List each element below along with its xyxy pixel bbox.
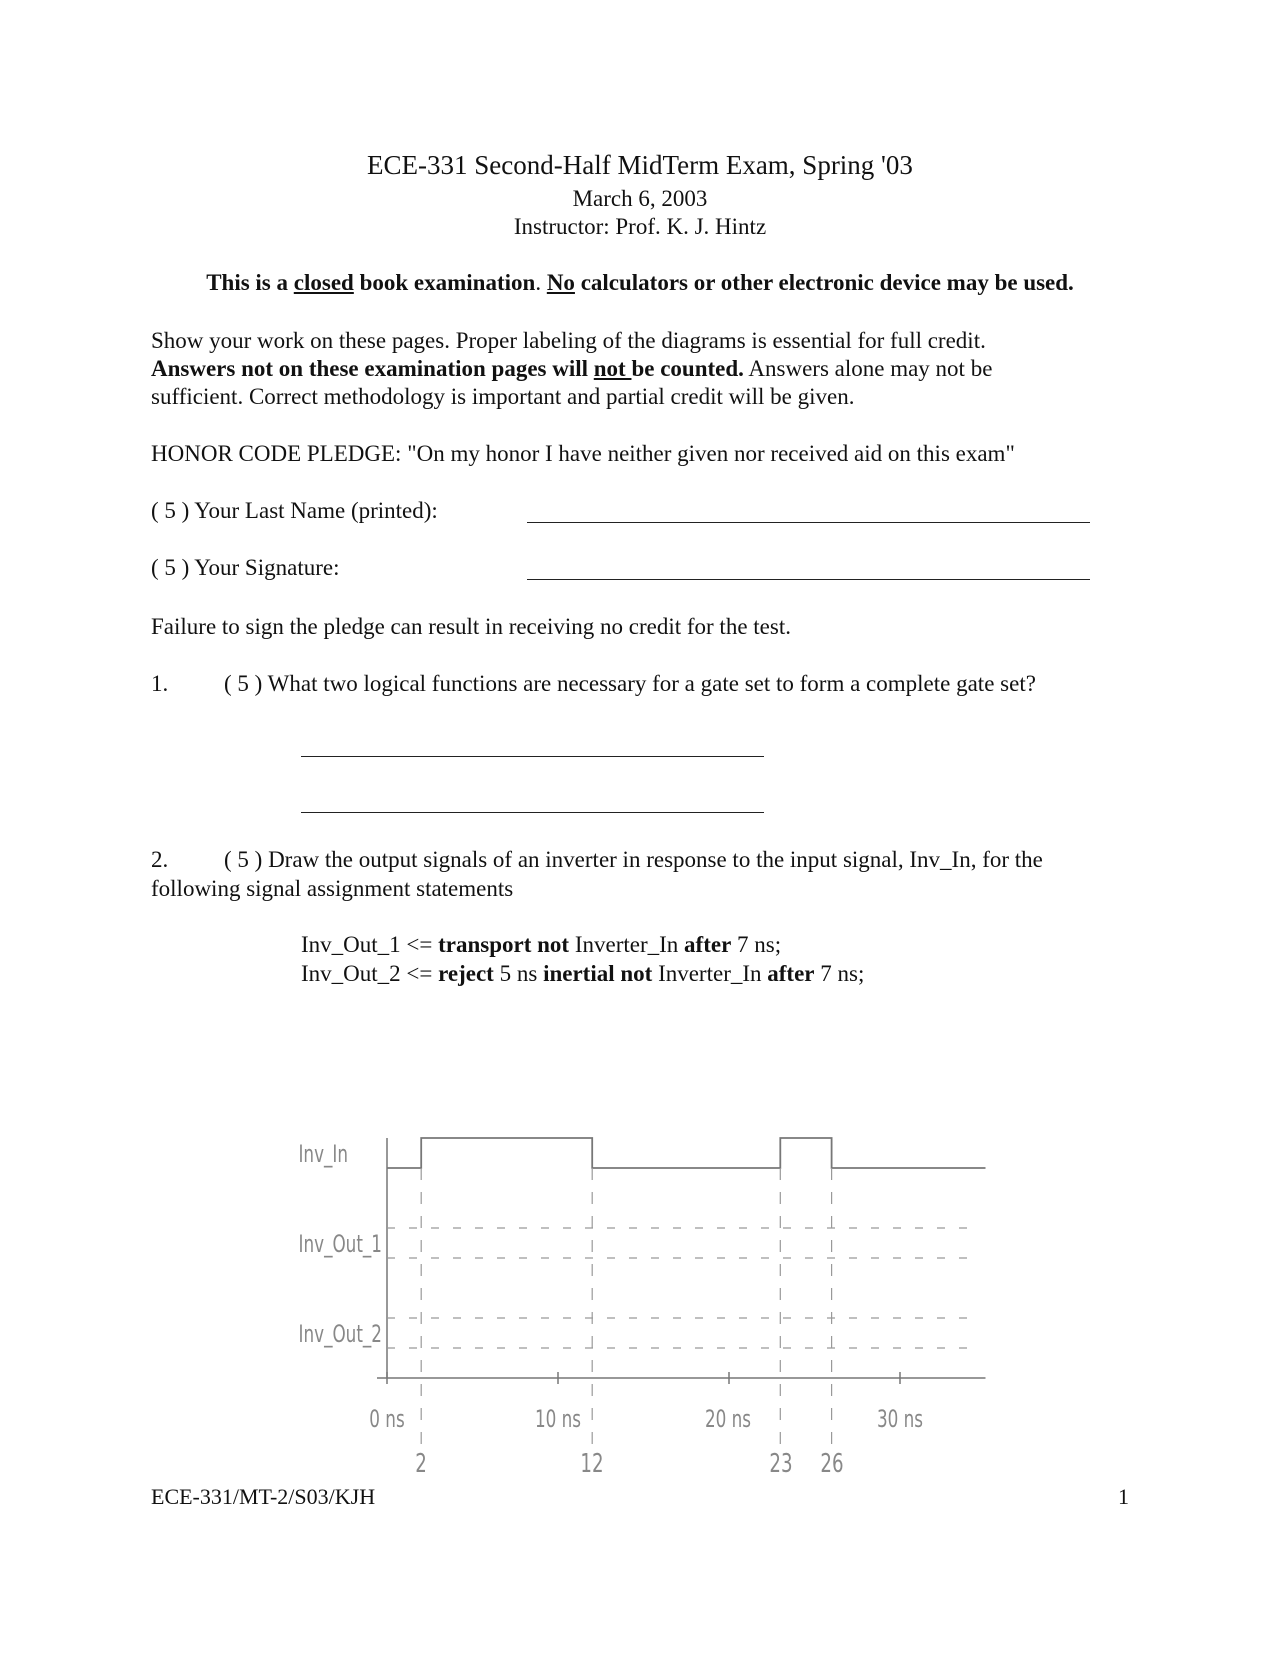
instructions-not: not: [593, 356, 632, 381]
code2-c: Inverter_In: [652, 961, 768, 986]
event-label-26: 26: [820, 1448, 844, 1479]
axis-label-30: 30 ns: [876, 1404, 924, 1433]
code2-kw2: inertial not: [543, 961, 653, 986]
code1-b: Inverter_In: [569, 932, 685, 957]
honor-pledge: HONOR CODE PLEDGE: "On my honor I have neither given nor received aid on this exam": [151, 441, 1015, 466]
instructions-line-1: Show your work on these pages. Proper labeling of the diagrams is essential for full credit.: [151, 328, 986, 353]
failure-note: Failure to sign the pledge can result in receiving no credit for the test.: [151, 614, 791, 639]
instructions-bold-1: Answers not on these examination pages will: [151, 356, 594, 381]
rules-text-4: calculators or other electronic device may be used.: [574, 270, 1074, 295]
instructions-plain-1: Answers alone may not be: [743, 356, 993, 381]
code1-kw1: transport not: [438, 932, 570, 957]
axis-label-10: 10 ns: [534, 1404, 582, 1433]
event-label-2: 2: [415, 1448, 427, 1479]
code2-kw1: reject: [438, 961, 494, 986]
exam-date: March 6, 2003: [572, 186, 708, 211]
signal-label-inv-out-1: Inv_Out_1: [298, 1229, 382, 1258]
event-label-12: 12: [580, 1448, 604, 1479]
rules-text-2: book examination: [353, 270, 536, 295]
signature-label: ( 5 ) Your Signature:: [151, 555, 340, 580]
instructions-bold-2: be counted.: [631, 356, 744, 381]
instructions-line-3: sufficient. Correct methodology is important and partial credit will be given.: [151, 384, 855, 409]
exam-title: ECE-331 Second-Half MidTerm Exam, Spring '03: [367, 150, 913, 180]
signal-label-inv-in: Inv_In: [298, 1139, 348, 1168]
rules-no: No: [546, 270, 575, 295]
q2-text: ( 5 ) Draw the output signals of an inverter in response to the input signal, Inv_In, for the: [224, 847, 1043, 872]
page-number: 1: [1118, 1484, 1129, 1509]
code1-kw2: after: [684, 932, 732, 957]
instructor: Instructor: Prof. K. J. Hintz: [513, 214, 767, 239]
inv-in-waveform: [387, 1138, 986, 1168]
rules-text-3: .: [535, 270, 547, 295]
q1-number: 1.: [151, 671, 169, 696]
q2-number: 2.: [151, 847, 169, 872]
code2-kw3: after: [767, 961, 815, 986]
last-name-label: ( 5 ) Your Last Name (printed):: [151, 498, 438, 523]
footer-code: ECE-331/MT-2/S03/KJH: [151, 1484, 376, 1509]
q1-text: ( 5 ) What two logical functions are necessary for a gate set to form a complete gate set?: [224, 671, 1036, 696]
rules-text-1: This is a: [206, 270, 294, 295]
code2-b: 5 ns: [493, 961, 544, 986]
q2-text-2: following signal assignment statements: [151, 876, 514, 901]
axis-label-20: 20 ns: [704, 1404, 752, 1433]
axis-label-0: 0 ns: [369, 1404, 405, 1433]
rules-closed: closed: [293, 270, 354, 295]
code2-a: Inv_Out_2 <=: [301, 961, 439, 986]
code1-a: Inv_Out_1 <=: [301, 932, 439, 957]
signal-label-inv-out-2: Inv_Out_2: [298, 1319, 382, 1348]
event-label-23: 23: [769, 1448, 793, 1479]
code1-c: 7 ns;: [731, 932, 782, 957]
code2-d: 7 ns;: [814, 961, 865, 986]
